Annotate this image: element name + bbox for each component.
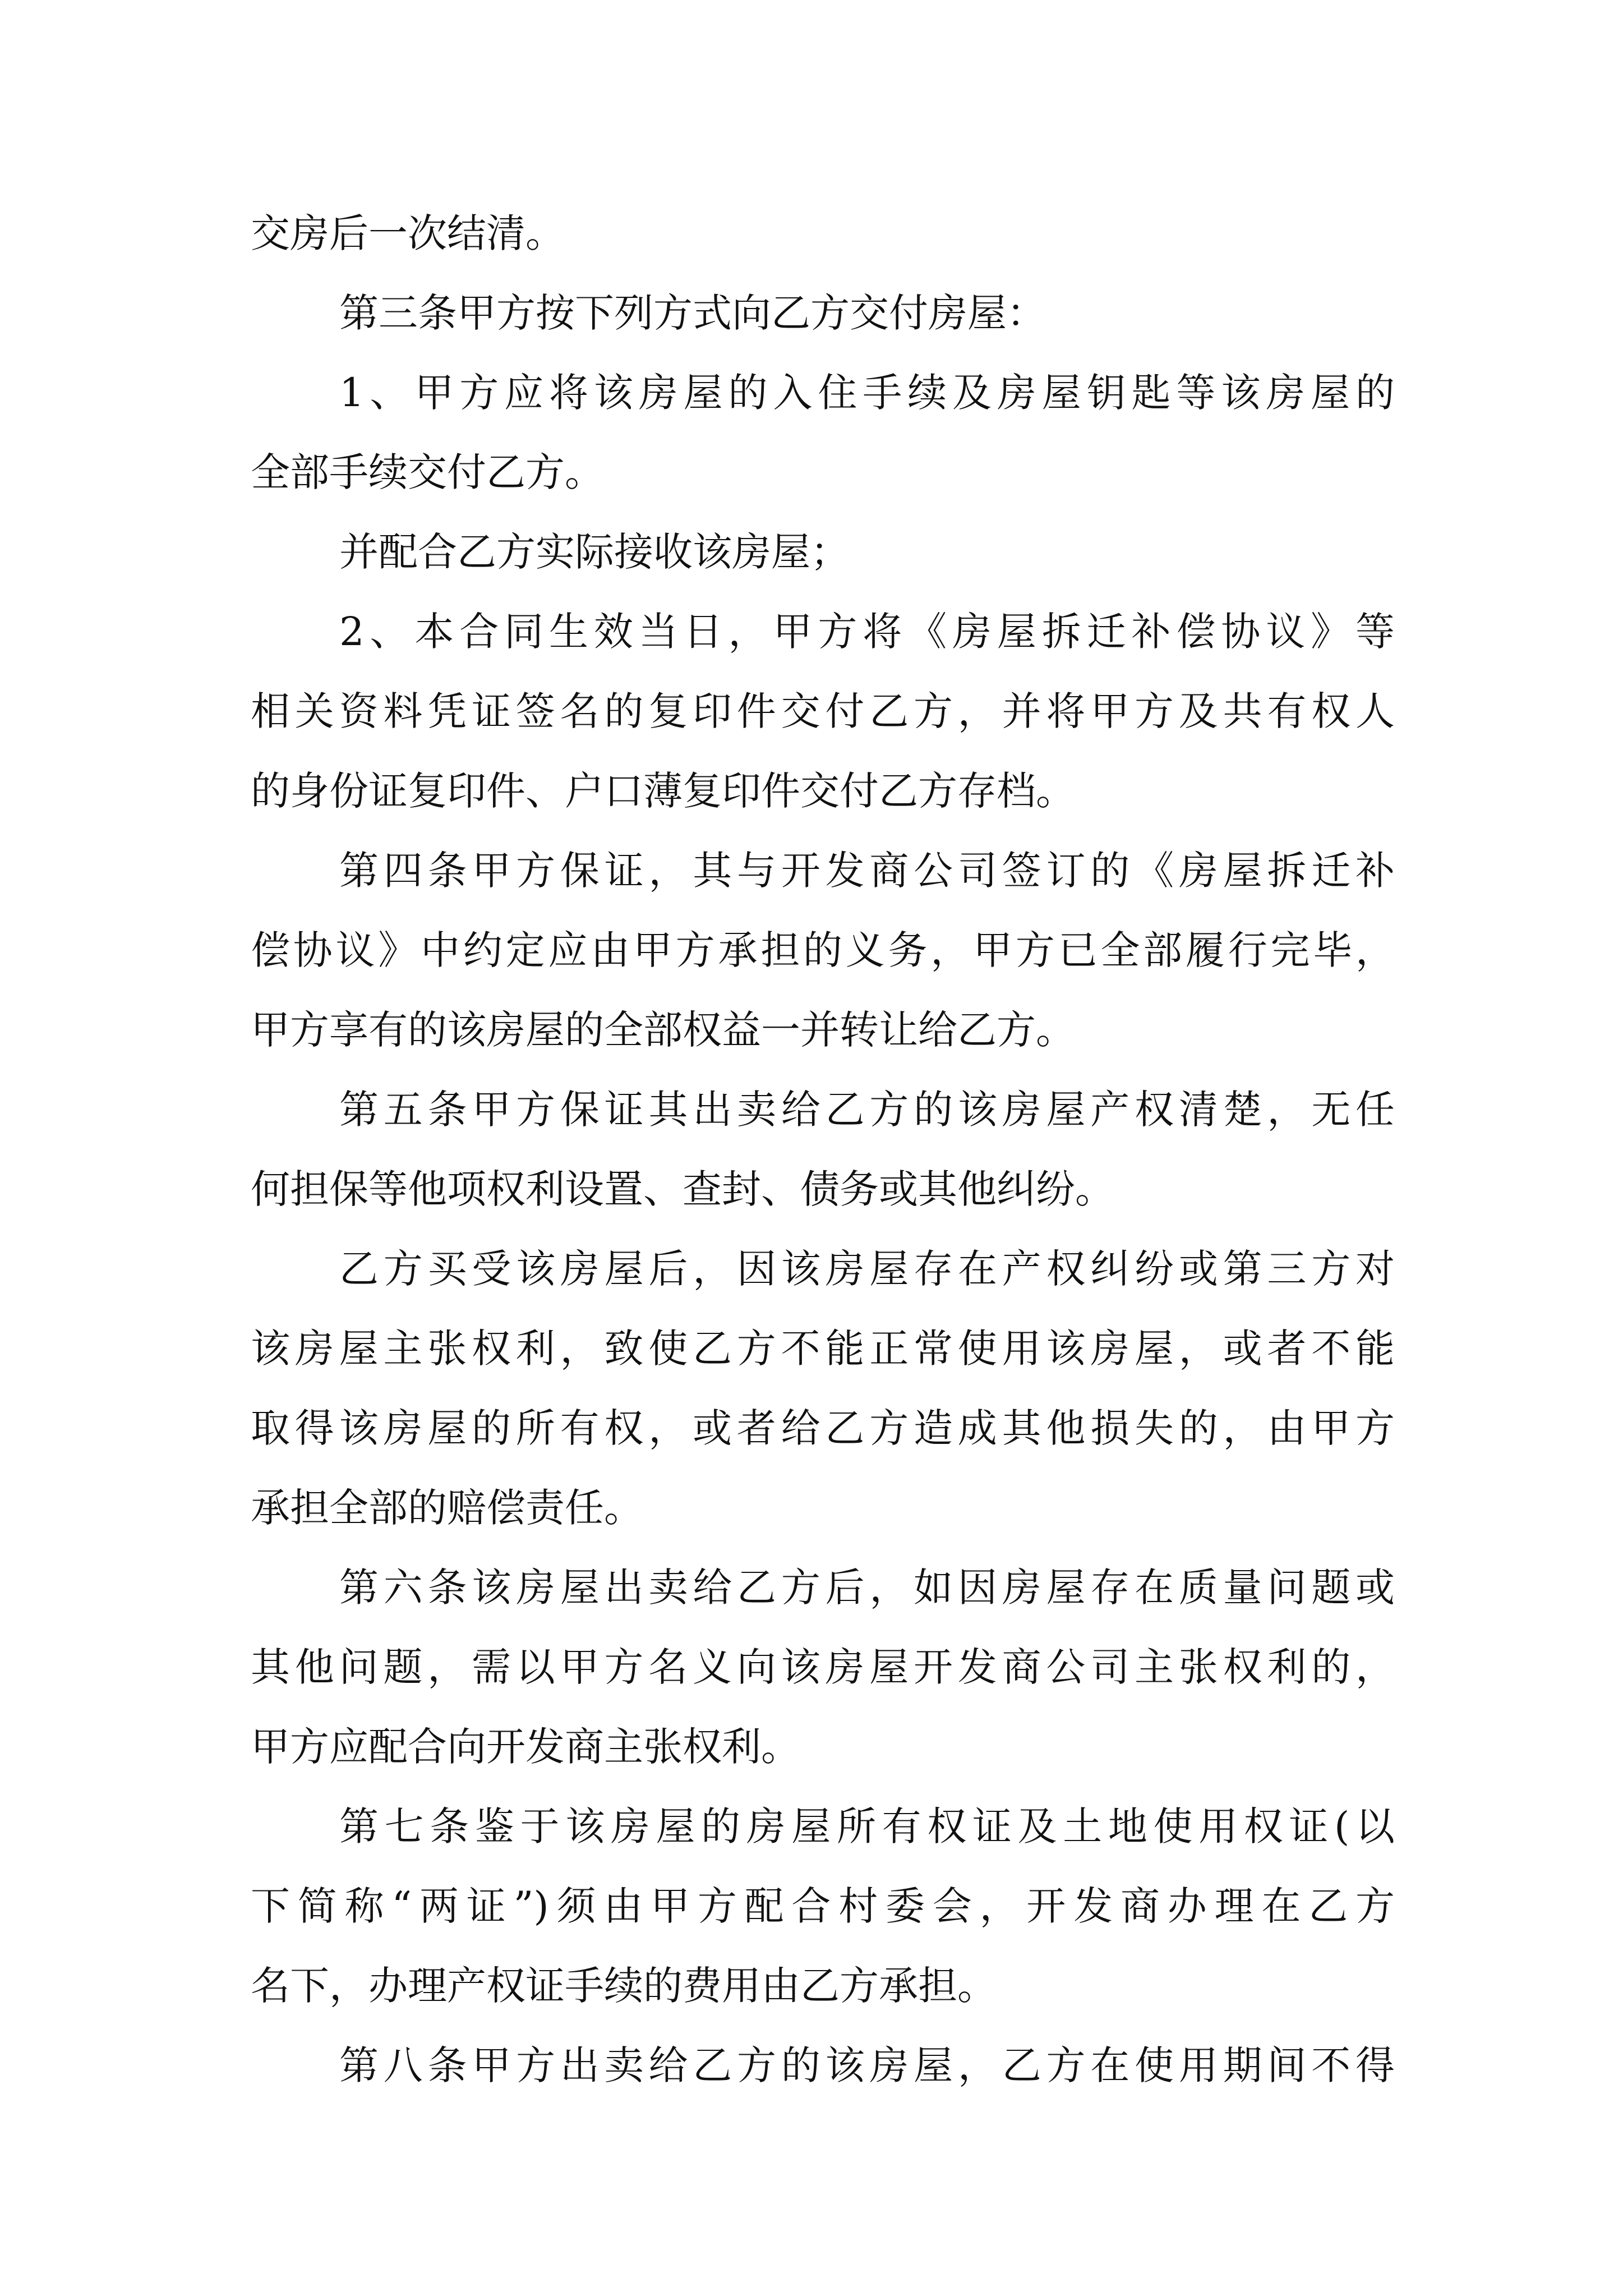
document-line: 全部手续交付乙方。 (251, 449, 604, 495)
document-body (251, 194, 1395, 2105)
document-line: 第六条该房屋出卖给乙方后，如因房屋存在质量问题或 (339, 1565, 1395, 1611)
document-line: 其他问题，需以甲方名义向该房屋开发商公司主张权利的， (251, 1644, 1395, 1690)
document-line: 承担全部的赔偿责任。 (251, 1485, 643, 1531)
document-line: 交房后一次结清。 (251, 210, 565, 256)
document-line: 相关资料凭证签名的复印件交付乙方，并将甲方及共有权人 (251, 688, 1395, 734)
document-line: 名下，办理产权证手续的费用由乙方承担。 (251, 1963, 997, 2009)
document-line: 第八条甲方出卖给乙方的该房屋，乙方在使用期间不得 (339, 2042, 1395, 2088)
document-line: 下简称“两证”)须由甲方配合村委会，开发商办理在乙方 (251, 1883, 1395, 1929)
document-line: 并配合乙方实际接收该房屋； (339, 529, 850, 575)
document-line: 第四条甲方保证，其与开发商公司签订的《房屋拆迁补 (339, 848, 1395, 894)
document-line: 偿协议》中约定应由甲方承担的义务，甲方已全部履行完毕， (251, 927, 1395, 973)
document-line: 2、本合同生效当日，甲方将《房屋拆迁补偿协议》等 (339, 609, 1395, 655)
document-line: 乙方买受该房屋后，因该房屋存在产权纠纷或第三方对 (339, 1246, 1395, 1292)
document-line: 该房屋主张权利，致使乙方不能正常使用该房屋，或者不能 (251, 1326, 1395, 1372)
document-line: 甲方享有的该房屋的全部权益一并转让给乙方。 (251, 1007, 1075, 1053)
document-line: 取得该房屋的所有权，或者给乙方造成其他损失的，由甲方 (251, 1405, 1395, 1451)
document-line: 的身份证复印件、户口薄复印件交付乙方存档。 (251, 768, 1075, 814)
document-line: 第三条甲方按下列方式向乙方交付房屋： (339, 290, 1046, 336)
document-line: 1、甲方应将该房屋的入住手续及房屋钥匙等该房屋的 (339, 370, 1395, 416)
document-line: 甲方应配合向开发商主张权利。 (251, 1724, 800, 1770)
document-line: 第七条鉴于该房屋的房屋所有权证及土地使用权证(以 (339, 1803, 1395, 1849)
document-line: 第五条甲方保证其出卖给乙方的该房屋产权清楚，无任 (339, 1087, 1395, 1133)
document-line: 何担保等他项权利设置、查封、债务或其他纠纷。 (251, 1166, 1114, 1212)
